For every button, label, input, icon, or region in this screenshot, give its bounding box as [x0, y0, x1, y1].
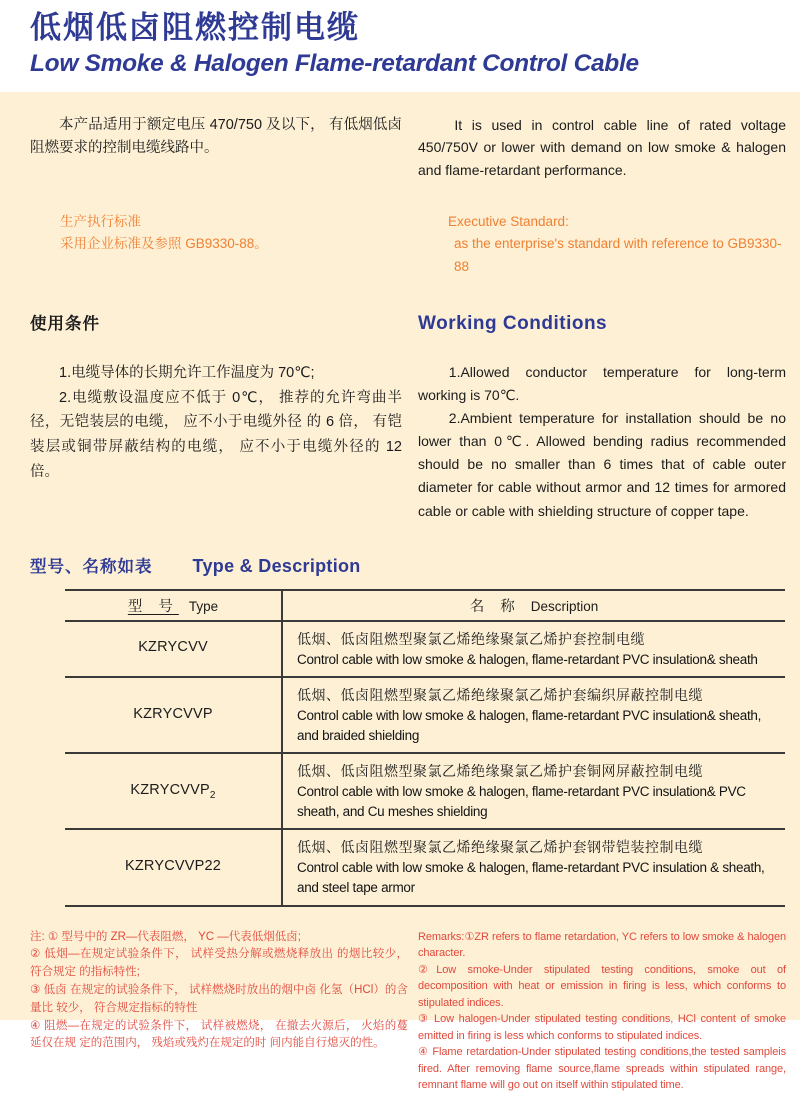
cell-type: KZRYCVV — [65, 621, 282, 678]
type-description-headings — [0, 553, 800, 577]
intro-paragraph-zh: 本产品适用于额定电压 470/750 及以下， 有低烟低卤阻燃要求的控制电缆线路中。 — [30, 117, 402, 157]
conditions-zh-item2: 2.电缆敷设温度应不低于 0℃， 推荐的允许弯曲半径，无铠装层的电缆， 应不小于电缆外径 的 6 倍， 有铠装层或铜带屏蔽结构的电缆， 应不小于电缆外径的 12 倍。 — [30, 389, 402, 480]
standard-zh-line2: 采用企业标准及参照 GB9330-88。 — [60, 236, 268, 252]
standard-en-line2: as the enterprise's standard with reference to GB9330-88 — [454, 236, 782, 274]
conditions-en-item1: 1.Allowed conductor temperature for long-term working is 70℃. — [418, 363, 786, 404]
cell-type: KZRYCVVP22 — [65, 829, 282, 905]
intro-paragraph-en: It is used in control cable line of rated voltage 450/750V or lower with demand on low smoke & halogen and flame-retardant performance. — [418, 117, 786, 178]
table-row — [65, 753, 785, 829]
conditions-headings — [0, 310, 800, 335]
column-header-desc-en: Description — [530, 598, 599, 614]
cell-type: $KZRYCVVP_2$ — [65, 753, 282, 829]
column-header-description — [282, 590, 785, 621]
note-zh-1: 注: ① 型号中的 ZR—代表阻燃， YC —代表低烟低卤; — [30, 930, 301, 943]
executive-standard-section — [0, 211, 800, 278]
note-en-4: ④ Flame retardation-Under stipulated testing conditions,the tested sampleis fired. After removing flame source,flame spreads within stipulated range, remnant flame will go out on itself within stipulated time. — [418, 1046, 786, 1092]
note-en-2: ②Low smoke-Under stipulated testing conditions, smoke out of decomposition with heat or emission in firing is less, which conforms to stipulated indices. — [418, 963, 786, 1009]
column-header-type — [65, 590, 282, 621]
cell-description — [282, 753, 785, 829]
page-title-en: Low Smoke & Halogen Flame-retardant Control Cable — [30, 49, 639, 77]
conditions-zh-item1: 1.电缆导体的长期允许工作温度为 70℃; — [59, 364, 315, 381]
cell-description — [282, 621, 785, 678]
description-en: Control cable with low smoke & halogen, flame-retardant PVC insulation & sheath, and steel tape armor — [297, 860, 765, 895]
note-zh-4: ④ 阻燃—在规定的试验条件下， 试样被燃烧， 在撤去火源后， 火焰的蔓延仅在规 定的范围内， 残焰或残灼在规定的时 间内能自行熄灭的性。 — [30, 1019, 408, 1050]
column-header-desc-zh: 名 称 — [469, 598, 521, 615]
note-zh-3: ③ 低卤 在规定的试验条件下， 试样燃烧时放出的烟中卤 化氢（HCl）的含量比 较少， 符合规定指标的特性 — [30, 984, 408, 1014]
standard-zh-line1: 生产执行标准 — [60, 214, 141, 230]
intro-section — [0, 114, 800, 181]
cell-description — [282, 829, 785, 905]
conditions-heading-en: Working Conditions — [418, 312, 608, 334]
type-heading-zh: 型号、名称如表 — [30, 557, 153, 576]
description-en: Control cable with low smoke & halogen, flame-retardant PVC insulation& PVC sheath, and Cu meshes shielding — [297, 784, 746, 819]
description-en: Control cable with low smoke & halogen, flame-retardant PVC insulation& sheath — [297, 651, 758, 667]
description-zh: 低烟、低卤阻燃型聚氯乙烯绝缘聚氯乙烯护套编织屏蔽控制电缆 — [297, 687, 703, 704]
description-en: Control cable with low smoke & halogen, flame-retardant PVC insulation& sheath, and braided shielding — [297, 708, 762, 743]
table-row — [65, 677, 785, 753]
description-zh: 低烟、低卤阻燃型聚氯乙烯绝缘聚氯乙烯护套控制电缆 — [297, 630, 645, 647]
column-header-type-zh: 型 号 — [127, 598, 179, 615]
description-zh: 低烟、低卤阻燃型聚氯乙烯绝缘聚氯乙烯护套铜网屏蔽控制电缆 — [297, 763, 703, 780]
cell-type: KZRYCVVP — [65, 677, 282, 753]
cell-description — [282, 677, 785, 753]
conditions-section — [0, 361, 800, 523]
page-title-zh: 低烟低卤阻燃控制电缆 — [30, 10, 360, 45]
table-header-row — [65, 590, 785, 621]
footnotes-section — [0, 929, 800, 1094]
page-header — [0, 0, 800, 92]
table-row — [65, 829, 785, 905]
conditions-en-item2: 2.Ambient temperature for installation should be no lower than 0℃. Allowed bending radius recommended should be no smaller than 6 times that of cable outer diameter for cable without armor and 12 times for armored cable or cable with shielding structure of copper tape. — [418, 410, 786, 519]
type-description-table — [65, 589, 785, 907]
table-row — [65, 621, 785, 678]
note-zh-2: ② 低烟—在规定试验条件下， 试样受热分解或燃烧释放出 的烟比较少， 符合规定 的指标特性; — [30, 948, 408, 979]
page-body — [0, 92, 800, 1092]
description-zh: 低烟、低卤阻燃型聚氯乙烯绝缘聚氯乙烯护套钢带铠装控制电缆 — [297, 839, 703, 856]
standard-en-line1: Executive Standard: — [448, 214, 569, 230]
type-heading-en: Type & Description — [192, 555, 361, 576]
note-en-1: Remarks:①ZR refers to flame retardation, YC refers to low smoke & halogen character. — [418, 930, 786, 960]
note-en-3: ③ Low halogen-Under stipulated testing conditions, HCl content of smoke emitted in firing is less which conforms to stipulated indices. — [418, 1013, 786, 1042]
column-header-type-en: Type — [188, 598, 219, 614]
conditions-heading-zh: 使用条件 — [30, 314, 100, 333]
